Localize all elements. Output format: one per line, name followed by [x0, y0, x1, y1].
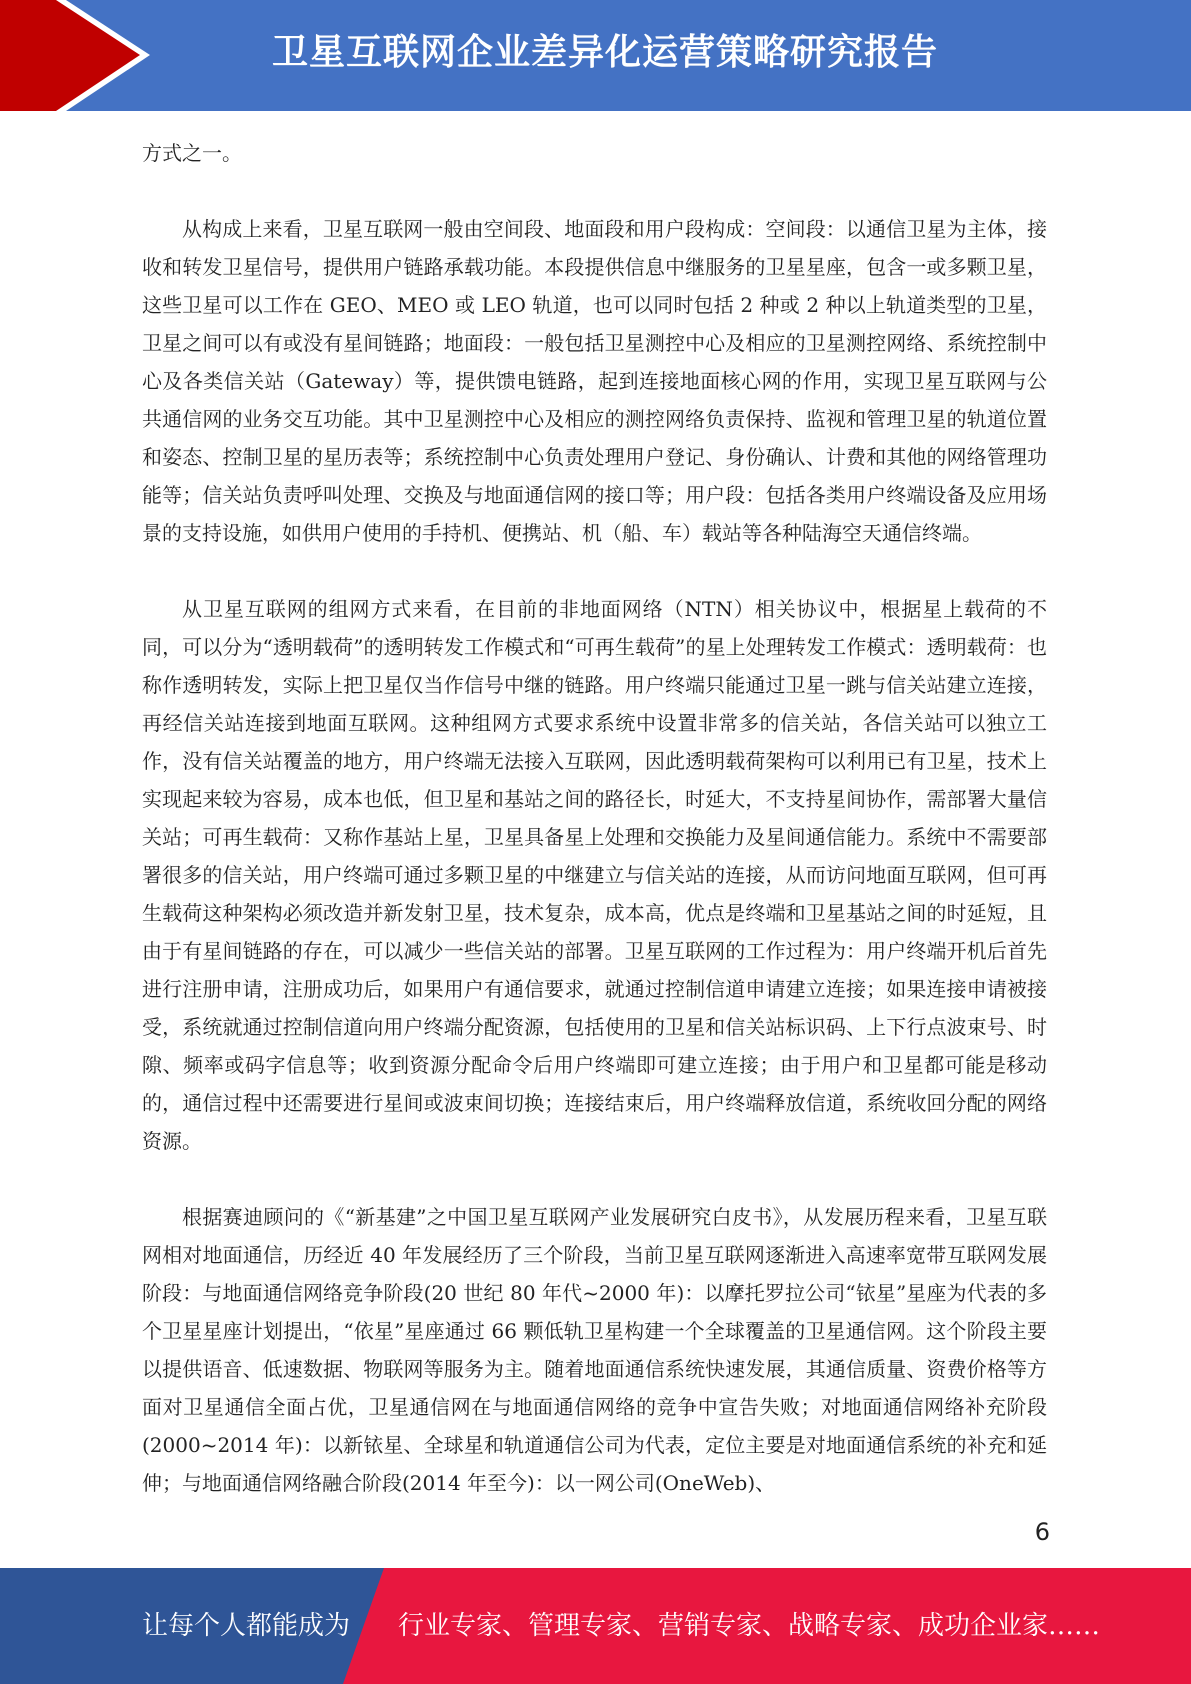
- paragraph-1: 方式之一。: [142, 141, 242, 165]
- page-number: 6: [1034, 1518, 1050, 1546]
- document-title: 卫星互联网企业差异化运营策略研究报告: [271, 32, 938, 73]
- paragraph-3: 从卫星互联网的组网方式来看，在目前的非地面网络（NTN）相关协议中，根据星上载荷的不同，可以分为“透明载荷”的透明转发工作模式和“可再生载荷”的星上处理转发工作模式：透明载荷：也称作透明转发，实际上把卫星仅当作信号中继的链路。用户终端只能通过卫星一跳与信关站建立连接，再经信关站连接到地面互联网。这种组网方式要求系统中设置非常多的信关站，各信关站可以独立工作，没有信关站覆盖的地方，用户终端无法接入互联网，因此透明载荷架构可以利用已有卫星，技术上实现起来较为容易，成本也低，但卫星和基站之间的路径长，时延大，不支持星间协作，需部署大量信关站；可再生载荷：又称作基站上星，卫星具备星上处理和交换能力及星间通信能力。系统中不需要部署很多的信关站，用户终端可通过多颗卫星的中继建立与信关站的连接，从而访问地面互联网，但可再生载荷这种架构必须改造并新发射卫星，技术复杂，成本高，优点是终端和卫星基站之间的时延短，且由于有星间链路的存在，可以减少一些信关站的部署。卫星互联网的工作过程为：用户终端开机后首先进行注册申请，注册成功后，如果用户有通信要求，就通过控制信道申请建立连接；如果连接申请被接受，系统就通过控制信道向用户终端分配资源，包括使用的卫星和信关站标识码、上下行点波束号、时隙、频率或码字信息等；收到资源分配命令后用户终端即可建立连接；由于用户和卫星都可能是移动的，通信过程中还需要进行星间或波束间切换；连接结束后，用户终端释放信道，系统收回分配的网络资源。: [142, 597, 1047, 1153]
- page-header: [0, 0, 1191, 111]
- paragraph-2: 从构成上来看，卫星互联网一般由空间段、地面段和用户段构成：空间段：以通信卫星为主体，接收和转发卫星信号，提供用户链路承载功能。本段提供信息中继服务的卫星星座，包含一或多颗卫星，这些卫星可以工作在 GEO、MEO 或 LEO 轨道，也可以同时包括 2 种或 2 种以上轨道类型的卫星，卫星之间可以有或没有星间链路；地面段：一般包括卫星测控中心及相应的卫星测控网络、系统控制中心及各类信关站（Gateway）等，提供馈电链路，起到连接地面核心网的作用，实现卫星互联网与公共通信网的业务交互功能。其中卫星测控中心及相应的测控网络负责保持、监视和管理卫星的轨道位置和姿态、控制卫星的星历表等；系统控制中心负责处理用户登记、身份确认、计费和其他的网络管理功能等；信关站负责呼叫处理、交换及与地面通信网的接口等；用户段：包括各类用户终端设备及应用场景的支持设施，如供用户使用的手持机、便携站、机（船、车）载站等各种陆海空天通信终端。: [142, 217, 1047, 545]
- footer-slogan-right: 行业专家、管理专家、营销专家、战略专家、成功企业家……: [398, 1611, 1101, 1641]
- footer-slogan-left: 让每个人都能成为: [142, 1611, 351, 1641]
- paragraph-4: 根据赛迪顾问的《“新基建”之中国卫星互联网产业发展研究白皮书》，从发展历程来看，卫星互联网相对地面通信，历经近 40 年发展经历了三个阶段，当前卫星互联网逐渐进入高速率宽带互联网发展阶段：与地面通信网络竞争阶段(20 世纪 80 年代~2000 年)：以摩托罗拉公司“铱星”星座为代表的多个卫星星座计划提出，“依星”星座通过 66 颗低轨卫星构建一个全球覆盖的卫星通信网。这个阶段主要以提供语音、低速数据、物联网等服务为主。随着地面通信系统快速发展，其通信质量、资费价格等方面对卫星通信全面占优，卫星通信网在与地面通信网络的竞争中宣告失败；对地面通信网络补充阶段(2000~2014 年)：以新铱星、全球星和轨道通信公司为代表，定位主要是对地面通信系统的补充和延伸；与地面通信网络融合阶段(2014 年至今)：以一网公司(OneWeb)、: [142, 1205, 1047, 1495]
- document-body: [142, 134, 1047, 1540]
- page-footer: [0, 1568, 1191, 1684]
